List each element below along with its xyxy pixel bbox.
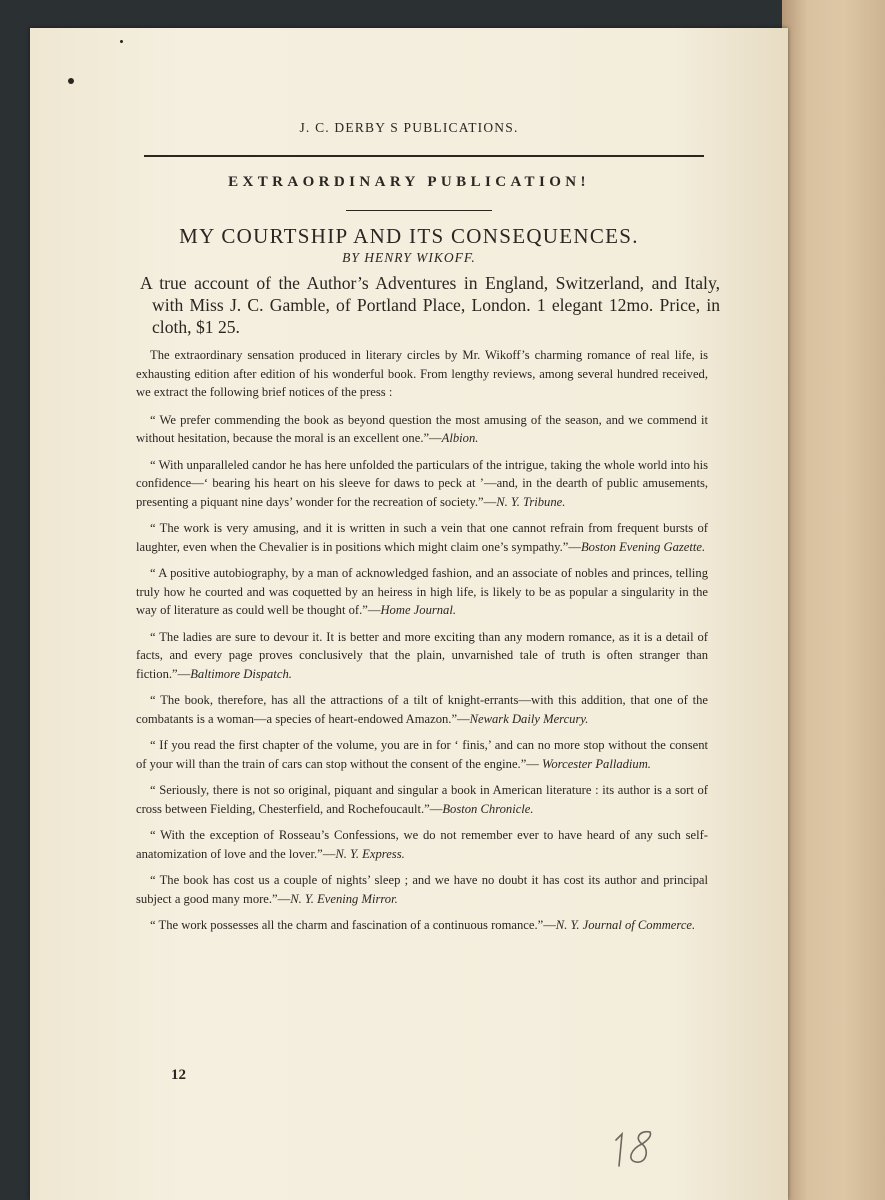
- review-paragraph: [136, 564, 708, 620]
- review-quote: “ With the exception of Rosseau’s Confessions, we do not remember ever to have heard of any such self-anatomization of love and the lover.”—: [136, 828, 708, 861]
- review-quote: “ The book has cost us a couple of nights’ sleep ; and we have no doubt it has cost its author and principal subject a good many more.”—: [136, 873, 708, 906]
- review-paragraph: [136, 691, 708, 728]
- ink-speck: [68, 78, 74, 84]
- review-source: Newark Daily Mercury.: [469, 711, 589, 726]
- book-title: MY COURTSHIP AND ITS CONSEQUENCES.: [179, 224, 639, 248]
- facing-page-edge: [782, 0, 885, 1200]
- review-paragraph: [136, 456, 708, 512]
- body-text: [136, 346, 708, 943]
- review-source: N. Y. Journal of Commerce.: [555, 918, 696, 932]
- running-head: J. C. DERBY S PUBLICATIONS.: [299, 120, 519, 135]
- page-number: 12: [171, 1067, 186, 1083]
- ink-speck: [120, 40, 123, 43]
- review-quote: “ The work possesses all the charm and fascination of a continuous romance.”—: [150, 918, 556, 932]
- review-paragraph: [136, 916, 708, 935]
- section-title: EXTRAORDINARY PUBLICATION!: [228, 174, 590, 190]
- review-source: Albion.: [441, 431, 479, 445]
- review-paragraph: [136, 781, 708, 818]
- pencil-annotation-18: [610, 1126, 660, 1170]
- review-paragraph: [136, 628, 708, 684]
- book-page: [30, 28, 788, 1200]
- review-source: Worcester Palladium.: [542, 756, 651, 771]
- review-source: Boston Chronicle.: [442, 801, 534, 816]
- review-source: N. Y. Express.: [335, 846, 405, 861]
- title-divider: [346, 210, 492, 211]
- review-paragraph: [136, 411, 708, 448]
- review-source: N. Y. Evening Mirror.: [290, 891, 398, 906]
- review-source: Boston Evening Gazette.: [580, 539, 706, 554]
- review-quote: “ If you read the first chapter of the volume, you are in for ‘ finis,’ and can no more stop without the consent of your will than the train of cars can stop without the consent of the engine.”—: [136, 738, 708, 771]
- review-quote: “ The book, therefore, has all the attractions of a tilt of knight-errants—with this addition, that one of the combatants is a woman—a species of heart-endowed Amazon.”—: [136, 693, 708, 726]
- review-source: Home Journal.: [380, 603, 457, 617]
- review-paragraph: [136, 871, 708, 908]
- review-paragraph: [136, 519, 708, 556]
- intro-paragraph: The extraordinary sensation produced in literary circles by Mr. Wikoff’s charming romance of real life, is exhausting edition after edition of his wonderful book. From lengthy reviews, among several hundred received, we extract the following brief notices of the press :: [136, 348, 708, 399]
- author-byline: BY HENRY WIKOFF.: [342, 250, 476, 265]
- review-quote: “ A positive autobiography, by a man of acknowledged fashion, and an associate of nobles and princes, telling truly how he courted and was coquetted by an heiress in high life, is likely to be as popular a singularity in the way of literature as could well be thought of.”—: [136, 566, 708, 617]
- review-quote: “ Seriously, there is not so original, piquant and singular a book in American literature : its author is a sort of cross between Fielding, Chesterfield, and Rochefoucault.”—: [136, 783, 708, 816]
- review-source: Baltimore Dispatch.: [190, 666, 292, 681]
- review-quote: “ The work is very amusing, and it is written in such a vein that one cannot refrain from frequent bursts of laughter, even when the Chevalier is in positions which might claim one’s sympathy.”—: [136, 521, 708, 554]
- review-paragraph: [136, 826, 708, 863]
- review-paragraph: [136, 736, 708, 773]
- header-rule: [144, 155, 704, 157]
- review-quote: “ With unparalleled candor he has here unfolded the particulars of the intrigue, taking the whole world into his confidence—‘ bearing his heart on his sleeve for daws to peck at ’—and, in the dearth of public amusements, presenting a piquant nine days’ wonder for the recreation of society.”—: [136, 457, 708, 509]
- review-quote: “ We prefer commending the book as beyond question the most amusing of the season, and we commend it without hesitation, because the moral is an excellent one.”—: [136, 412, 708, 445]
- book-description: A true account of the Author’s Adventures in England, Switzerland, and Italy, with Miss J. C. Gamble, of Portland Place, London. 1 elegant 12mo. Price, in cloth, $1 25.: [140, 273, 720, 337]
- review-quote: “ The ladies are sure to devour it. It is better and more exciting than any modern romance, as it is a detail of facts, and every page proves conclusively that the plain, unvarnished tale of truth is often stranger than fiction.”—: [136, 629, 708, 681]
- review-source: N. Y. Tribune.: [496, 494, 566, 509]
